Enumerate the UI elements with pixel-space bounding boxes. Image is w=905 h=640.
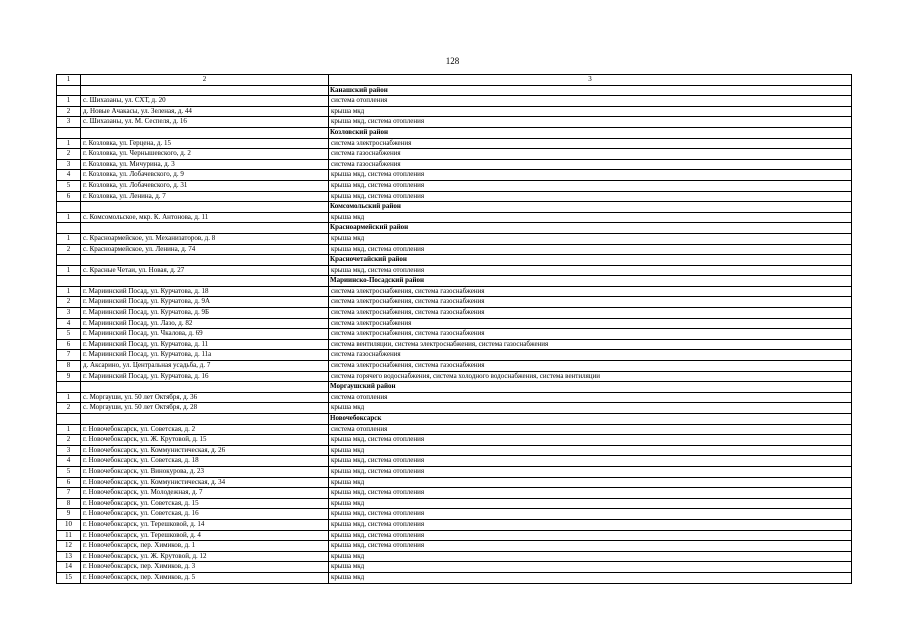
row-work-type: крыша мкд xyxy=(329,477,852,488)
row-number: 1 xyxy=(57,96,81,107)
row-work-type: крыша мкд, система отопления xyxy=(329,519,852,530)
table-row xyxy=(57,572,852,583)
row-number: 4 xyxy=(57,170,81,181)
district-row xyxy=(57,223,852,234)
table-row xyxy=(57,350,852,361)
row-work-type: крыша мкд xyxy=(329,498,852,509)
district-name: Красноармейский район xyxy=(329,223,852,234)
row-work-type: система газоснабжения xyxy=(329,350,852,361)
row-address: г. Новочебоксарск, ул. Ж. Крутовой, д. 12 xyxy=(81,551,329,562)
row-address: г. Новочебоксарск, ул. Коммунистическая, д. 26 xyxy=(81,445,329,456)
row-address: г. Новочебоксарск, ул. Советская, д. 18 xyxy=(81,456,329,467)
row-number: 2 xyxy=(57,297,81,308)
row-number: 2 xyxy=(57,106,81,117)
table-row xyxy=(57,435,852,446)
district-row xyxy=(57,414,852,425)
district-name: Козловский район xyxy=(329,127,852,138)
row-work-type: крыша мкд xyxy=(329,572,852,583)
row-number: 1 xyxy=(57,392,81,403)
district-blank-cell xyxy=(81,276,329,287)
row-number: 9 xyxy=(57,509,81,520)
row-address: с. Красноармейское, ул. Ленина, д. 74 xyxy=(81,244,329,255)
row-address: г. Мариинский Посад, ул. Курчатова, д. 11 xyxy=(81,339,329,350)
table-row xyxy=(57,371,852,382)
table-row xyxy=(57,509,852,520)
row-address: г. Новочебоксарск, ул. Коммунистическая, д. 34 xyxy=(81,477,329,488)
table-row xyxy=(57,392,852,403)
district-name: Канашский район xyxy=(329,85,852,96)
table-row xyxy=(57,445,852,456)
row-number: 6 xyxy=(57,191,81,202)
row-work-type: крыша мкд, система отопления xyxy=(329,265,852,276)
row-work-type: система электроснабжения xyxy=(329,138,852,149)
row-number: 9 xyxy=(57,371,81,382)
row-number: 1 xyxy=(57,138,81,149)
row-number: 2 xyxy=(57,244,81,255)
row-address: г. Новочебоксарск, ул. Молодежная, д. 7 xyxy=(81,488,329,499)
district-row xyxy=(57,276,852,287)
district-blank-cell xyxy=(81,127,329,138)
table-row xyxy=(57,265,852,276)
row-number: 6 xyxy=(57,477,81,488)
row-address: г. Мариинский Посад, ул. Лазо, д. 82 xyxy=(81,318,329,329)
district-blank-cell xyxy=(81,382,329,393)
table-row xyxy=(57,339,852,350)
row-address: г. Новочебоксарск, ул. Терешковой, д. 4 xyxy=(81,530,329,541)
row-number: 1 xyxy=(57,233,81,244)
row-number: 15 xyxy=(57,572,81,583)
row-address: г. Козловка, ул. Чернышевского, д. 2 xyxy=(81,149,329,160)
district-row xyxy=(57,127,852,138)
row-address: г. Мариинский Посад, ул. Курчатова, д. 18 xyxy=(81,286,329,297)
row-address: г. Новочебоксарск, ул. Терешковой, д. 14 xyxy=(81,519,329,530)
district-row xyxy=(57,255,852,266)
row-number: 3 xyxy=(57,159,81,170)
row-number: 6 xyxy=(57,339,81,350)
row-number: 1 xyxy=(57,265,81,276)
district-blank-cell xyxy=(57,382,81,393)
row-address: г. Козловка, ул. Лобачевского, д. 9 xyxy=(81,170,329,181)
table-row xyxy=(57,318,852,329)
table-row xyxy=(57,308,852,319)
district-name: Новочебоксарск xyxy=(329,414,852,425)
row-number: 5 xyxy=(57,466,81,477)
table-row xyxy=(57,456,852,467)
table-row xyxy=(57,403,852,414)
table-row xyxy=(57,106,852,117)
row-address: г. Мариинский Посад, ул. Курчатова, д. 11а xyxy=(81,350,329,361)
district-blank-cell xyxy=(57,223,81,234)
district-blank-cell xyxy=(57,276,81,287)
row-number: 13 xyxy=(57,551,81,562)
table-row xyxy=(57,149,852,160)
row-number: 4 xyxy=(57,318,81,329)
row-address: г. Новочебоксарск, ул. Советская, д. 2 xyxy=(81,424,329,435)
table-row xyxy=(57,191,852,202)
row-work-type: система газоснабжения xyxy=(329,149,852,160)
row-work-type: крыша мкд, система отопления xyxy=(329,456,852,467)
table-row xyxy=(57,530,852,541)
row-work-type: система отопления xyxy=(329,96,852,107)
row-work-type: крыша мкд, система отопления xyxy=(329,191,852,202)
row-number: 1 xyxy=(57,286,81,297)
table-row xyxy=(57,286,852,297)
row-work-type: система электроснабжения, система газоснабжения xyxy=(329,286,852,297)
row-address: г. Мариинский Посад, ул. Курчатова, д. 16 xyxy=(81,371,329,382)
row-address: г. Козловка, ул. Мичурина, д. 3 xyxy=(81,159,329,170)
row-number: 5 xyxy=(57,329,81,340)
district-blank-cell xyxy=(57,85,81,96)
row-work-type: система электроснабжения, система газоснабжения xyxy=(329,361,852,372)
row-work-type: крыша мкд xyxy=(329,106,852,117)
register-table-body xyxy=(57,75,852,584)
header-col-1: 1 xyxy=(57,75,81,86)
row-address: с. Шихазаны, ул. СХТ, д. 20 xyxy=(81,96,329,107)
register-table xyxy=(56,74,852,584)
row-number: 3 xyxy=(57,445,81,456)
district-blank-cell xyxy=(81,414,329,425)
row-number: 5 xyxy=(57,180,81,191)
row-address: г. Новочебоксарск, ул. Ж. Крутовой, д. 15 xyxy=(81,435,329,446)
row-work-type: крыша мкд, система отопления xyxy=(329,530,852,541)
table-row xyxy=(57,297,852,308)
row-work-type: крыша мкд, система отопления xyxy=(329,466,852,477)
row-work-type: система электроснабжения, система газоснабжения xyxy=(329,297,852,308)
table-row xyxy=(57,477,852,488)
row-work-type: система горячего водоснабжения, система холодного водоснабжения, система вентиляции xyxy=(329,371,852,382)
row-address: г. Козловка, ул. Ленина, д. 7 xyxy=(81,191,329,202)
row-address: г. Новочебоксарск, ул. Советская, д. 15 xyxy=(81,498,329,509)
table-row xyxy=(57,170,852,181)
district-row xyxy=(57,202,852,213)
row-number: 1 xyxy=(57,424,81,435)
district-blank-cell xyxy=(81,85,329,96)
row-number: 1 xyxy=(57,212,81,223)
table-row xyxy=(57,519,852,530)
table-row xyxy=(57,541,852,552)
row-address: г. Новочебоксарск, ул. Советская, д. 16 xyxy=(81,509,329,520)
district-name: Моргаушский район xyxy=(329,382,852,393)
row-work-type: крыша мкд, система отопления xyxy=(329,180,852,191)
row-address: с. Комсомольское, мкр. К. Антонова, д. 11 xyxy=(81,212,329,223)
table-row xyxy=(57,212,852,223)
row-number: 3 xyxy=(57,117,81,128)
table-row xyxy=(57,466,852,477)
row-work-type: крыша мкд, система отопления xyxy=(329,117,852,128)
row-address: г. Мариинский Посад, ул. Курчатова, д. 9А xyxy=(81,297,329,308)
row-work-type: крыша мкд, система отопления xyxy=(329,488,852,499)
page-number: 128 xyxy=(445,56,460,66)
district-blank-cell xyxy=(57,414,81,425)
row-address: д. Новые Ачакасы, ул. Зеленая, д. 44 xyxy=(81,106,329,117)
row-number: 14 xyxy=(57,562,81,573)
table-row xyxy=(57,244,852,255)
table-row xyxy=(57,488,852,499)
row-number: 12 xyxy=(57,541,81,552)
district-blank-cell xyxy=(57,127,81,138)
table-row xyxy=(57,96,852,107)
header-col-3: 3 xyxy=(329,75,852,86)
table-row xyxy=(57,361,852,372)
table-row xyxy=(57,329,852,340)
row-number: 8 xyxy=(57,498,81,509)
row-address: г. Мариинский Посад, ул. Чкалова, д. 69 xyxy=(81,329,329,340)
row-work-type: крыша мкд xyxy=(329,551,852,562)
row-work-type: система вентиляции, система электроснабжения, система газоснабжения xyxy=(329,339,852,350)
row-work-type: крыша мкд, система отопления xyxy=(329,509,852,520)
row-number: 11 xyxy=(57,530,81,541)
row-address: г. Новочебоксарск, ул. Винокурова, д. 23 xyxy=(81,466,329,477)
row-number: 7 xyxy=(57,350,81,361)
district-name: Комсомольский район xyxy=(329,202,852,213)
row-number: 4 xyxy=(57,456,81,467)
row-work-type: система электроснабжения xyxy=(329,318,852,329)
row-work-type: крыша мкд, система отопления xyxy=(329,435,852,446)
row-address: г. Новочебоксарск, пер. Химиков, д. 5 xyxy=(81,572,329,583)
row-address: г. Мариинский Посад, ул. Курчатова, д. 9Б xyxy=(81,308,329,319)
row-work-type: крыша мкд, система отопления xyxy=(329,541,852,552)
district-row xyxy=(57,382,852,393)
row-address: г. Новочебоксарск, пер. Химиков, д. 1 xyxy=(81,541,329,552)
table-row xyxy=(57,117,852,128)
table-row xyxy=(57,233,852,244)
row-work-type: крыша мкд xyxy=(329,233,852,244)
header-col-2: 2 xyxy=(81,75,329,86)
table-row xyxy=(57,551,852,562)
row-address: с. Моргауши, ул. 50 лет Октября, д. 36 xyxy=(81,392,329,403)
table-row xyxy=(57,138,852,149)
row-work-type: система отопления xyxy=(329,424,852,435)
row-work-type: крыша мкд xyxy=(329,562,852,573)
row-address: г. Новочебоксарск, пер. Химиков, д. 3 xyxy=(81,562,329,573)
row-number: 7 xyxy=(57,488,81,499)
table-row xyxy=(57,424,852,435)
row-address: с. Шихазаны, ул. М. Сеспеля, д. 16 xyxy=(81,117,329,128)
row-work-type: крыша мкд xyxy=(329,212,852,223)
district-blank-cell xyxy=(57,202,81,213)
row-work-type: система электроснабжения, система газоснабжения xyxy=(329,329,852,340)
district-row xyxy=(57,85,852,96)
district-name: Мариинско-Посадский район xyxy=(329,276,852,287)
row-work-type: крыша мкд, система отопления xyxy=(329,244,852,255)
row-work-type: система газоснабжения xyxy=(329,159,852,170)
row-work-type: система электроснабжения, система газоснабжения xyxy=(329,308,852,319)
district-name: Красночетайский район xyxy=(329,255,852,266)
table-row xyxy=(57,180,852,191)
district-blank-cell xyxy=(81,255,329,266)
row-address: д. Аксарино, ул. Центральная усадьба, д. 7 xyxy=(81,361,329,372)
row-address: с. Моргауши, ул. 50 лет Октября, д. 28 xyxy=(81,403,329,414)
table-row xyxy=(57,159,852,170)
row-work-type: крыша мкд xyxy=(329,403,852,414)
header-row xyxy=(57,75,852,86)
row-number: 8 xyxy=(57,361,81,372)
row-work-type: система отопления xyxy=(329,392,852,403)
row-address: г. Козловка, ул. Герцена, д. 15 xyxy=(81,138,329,149)
row-work-type: крыша мкд, система отопления xyxy=(329,170,852,181)
row-address: с. Красные Четаи, ул. Новая, д. 27 xyxy=(81,265,329,276)
row-number: 2 xyxy=(57,435,81,446)
row-address: с. Красноармейское, ул. Механизаторов, д. 8 xyxy=(81,233,329,244)
table-row xyxy=(57,498,852,509)
row-work-type: крыша мкд xyxy=(329,445,852,456)
table-row xyxy=(57,562,852,573)
district-blank-cell xyxy=(81,223,329,234)
district-blank-cell xyxy=(81,202,329,213)
row-number: 2 xyxy=(57,149,81,160)
row-number: 2 xyxy=(57,403,81,414)
district-blank-cell xyxy=(57,255,81,266)
row-number: 3 xyxy=(57,308,81,319)
row-address: г. Козловка, ул. Лобачевского, д. 31 xyxy=(81,180,329,191)
row-number: 10 xyxy=(57,519,81,530)
